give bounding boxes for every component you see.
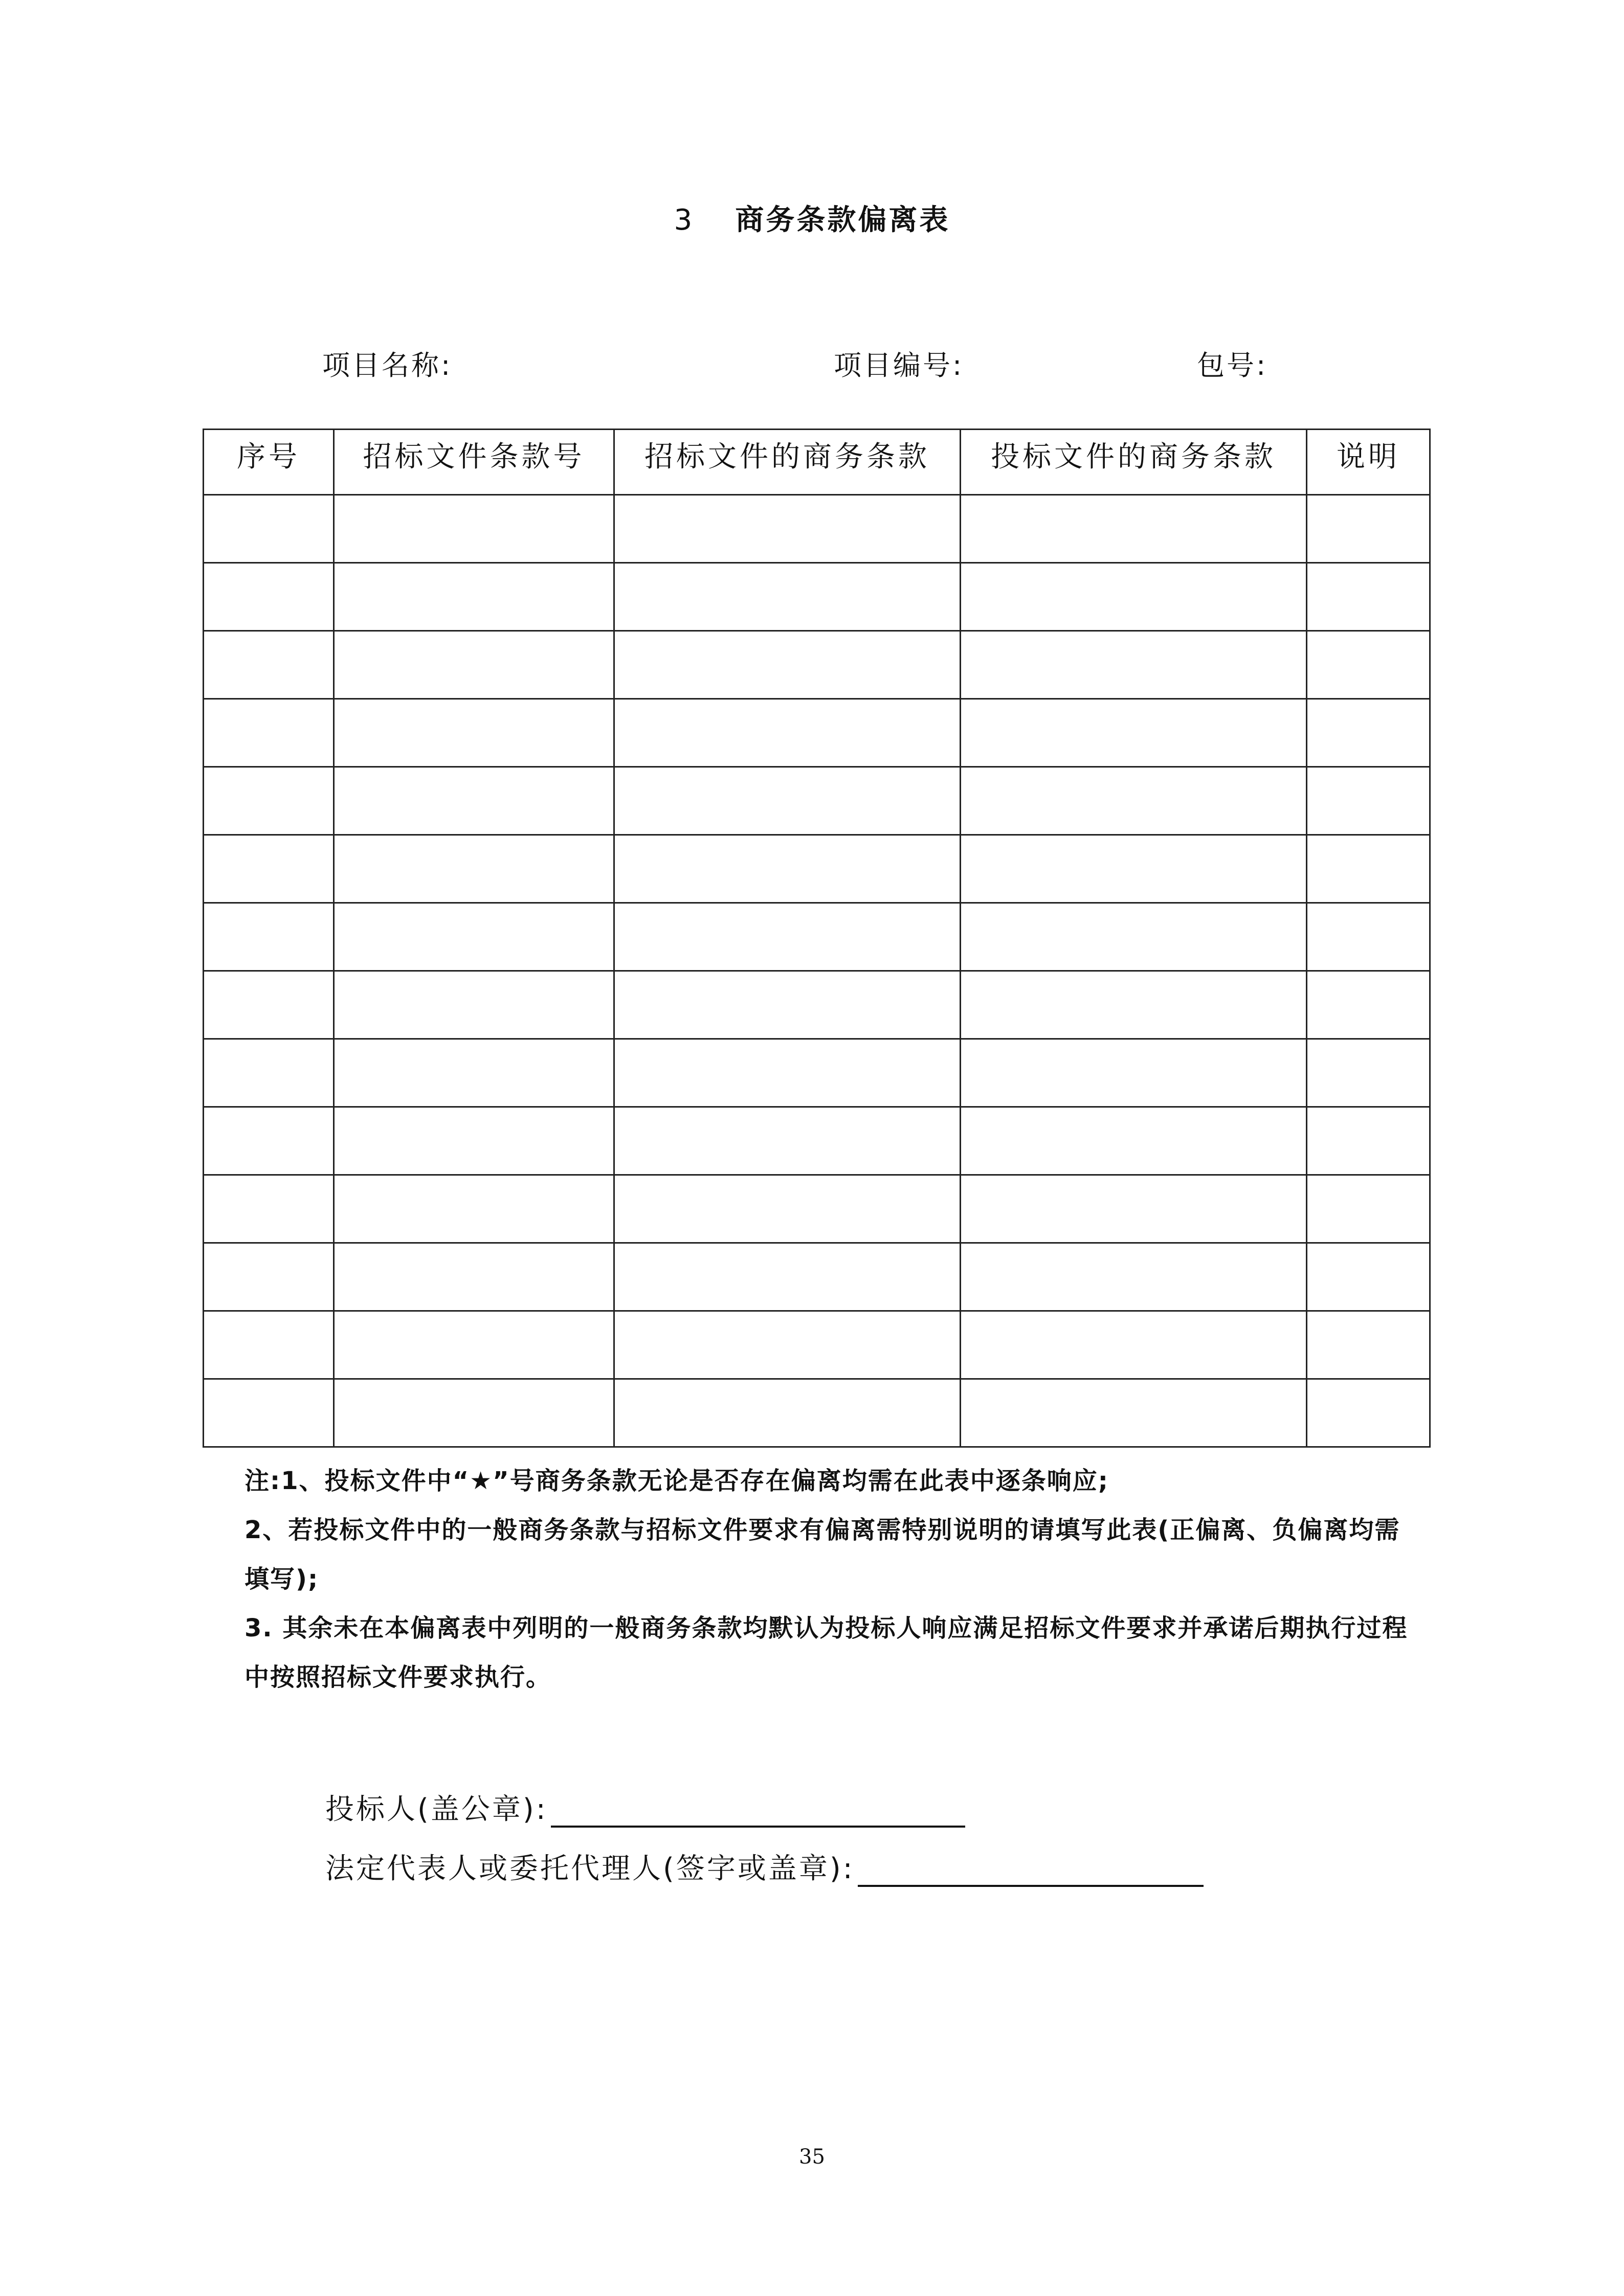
table-cell[interactable] — [204, 495, 334, 563]
table-cell[interactable] — [204, 563, 334, 631]
table-row — [204, 495, 1430, 563]
representative-signature-field[interactable] — [858, 1856, 1204, 1887]
table-body — [204, 495, 1430, 1447]
table-cell[interactable] — [961, 903, 1307, 971]
header-tender-clause-no: 招标文件条款号 — [334, 430, 614, 495]
table-row — [204, 1243, 1430, 1311]
table-cell[interactable] — [204, 903, 334, 971]
table-cell[interactable] — [614, 903, 961, 971]
table-cell[interactable] — [334, 767, 614, 835]
table-cell[interactable] — [204, 767, 334, 835]
table-row — [204, 1175, 1430, 1243]
project-code-label: 项目编号: — [834, 349, 964, 381]
table-row — [204, 631, 1430, 699]
table-row — [204, 971, 1430, 1039]
table-cell[interactable] — [1307, 699, 1430, 767]
table-cell[interactable] — [961, 971, 1307, 1039]
table-cell[interactable] — [204, 1311, 334, 1379]
table-cell[interactable] — [614, 1379, 961, 1447]
table-cell[interactable] — [334, 631, 614, 699]
table-cell[interactable] — [1307, 835, 1430, 903]
table-cell[interactable] — [614, 495, 961, 563]
table-cell[interactable] — [334, 903, 614, 971]
table-cell[interactable] — [1307, 631, 1430, 699]
table-cell[interactable] — [961, 495, 1307, 563]
header-serial: 序号 — [204, 430, 334, 495]
bidder-seal-field[interactable] — [551, 1797, 965, 1828]
table-cell[interactable] — [1307, 903, 1430, 971]
table-cell[interactable] — [614, 835, 961, 903]
table-row — [204, 1311, 1430, 1379]
table-cell[interactable] — [961, 1107, 1307, 1175]
table-cell[interactable] — [614, 1107, 961, 1175]
notes-block — [244, 1456, 1421, 1702]
table-cell[interactable] — [614, 767, 961, 835]
table-cell[interactable] — [1307, 1175, 1430, 1243]
header-tender-business-terms: 招标文件的商务条款 — [614, 430, 961, 495]
table-cell[interactable] — [614, 699, 961, 767]
table-cell[interactable] — [614, 1175, 961, 1243]
table-row — [204, 835, 1430, 903]
table-cell[interactable] — [614, 631, 961, 699]
header-bid-business-terms: 投标文件的商务条款 — [961, 430, 1307, 495]
page-title — [0, 197, 1624, 238]
representative-signature-line — [325, 1846, 1204, 1887]
table-cell[interactable] — [204, 1107, 334, 1175]
table-cell[interactable] — [614, 1243, 961, 1311]
table-cell[interactable] — [961, 563, 1307, 631]
table-cell[interactable] — [961, 1379, 1307, 1447]
table-cell[interactable] — [1307, 1311, 1430, 1379]
table-cell[interactable] — [1307, 1039, 1430, 1107]
table-cell[interactable] — [961, 1039, 1307, 1107]
table-cell[interactable] — [334, 563, 614, 631]
table-cell[interactable] — [961, 1243, 1307, 1311]
table-cell[interactable] — [204, 971, 334, 1039]
project-name-label: 项目名称: — [322, 349, 453, 381]
table-cell[interactable] — [1307, 1107, 1430, 1175]
table-row — [204, 1379, 1430, 1447]
table-cell[interactable] — [334, 1243, 614, 1311]
table-row — [204, 1039, 1430, 1107]
header-remarks: 说明 — [1307, 430, 1430, 495]
table-cell[interactable] — [1307, 1243, 1430, 1311]
table-cell[interactable] — [614, 1311, 961, 1379]
table-cell[interactable] — [1307, 563, 1430, 631]
table-row — [204, 563, 1430, 631]
table-cell[interactable] — [334, 1175, 614, 1243]
table-cell[interactable] — [204, 1243, 334, 1311]
table-cell[interactable] — [961, 631, 1307, 699]
table-cell[interactable] — [334, 699, 614, 767]
table-cell[interactable] — [204, 1175, 334, 1243]
table-cell[interactable] — [961, 699, 1307, 767]
table-cell[interactable] — [961, 1175, 1307, 1243]
table-cell[interactable] — [1307, 767, 1430, 835]
table-cell[interactable] — [1307, 1379, 1430, 1447]
bidder-label: 投标人(盖公章): — [325, 1793, 548, 1826]
table-row — [204, 699, 1430, 767]
page-number: 35 — [799, 2145, 825, 2169]
table-cell[interactable] — [334, 971, 614, 1039]
representative-label: 法定代表人或委托代理人(签字或盖章): — [325, 1852, 855, 1885]
table-cell[interactable] — [614, 563, 961, 631]
note-3: 3. 其余未在本偏离表中列明的一般商务条款均默认为投标人响应满足招标文件要求并承诺后期执行过程中按照招标文件要求执行。 — [244, 1614, 1408, 1692]
table-cell[interactable] — [614, 1039, 961, 1107]
table-cell[interactable] — [334, 1379, 614, 1447]
package-number-label: 包号: — [1197, 349, 1268, 381]
deviation-table — [203, 429, 1431, 1448]
table-header-row — [204, 430, 1430, 495]
table-cell[interactable] — [204, 631, 334, 699]
section-title: 商务条款偏离表 — [735, 204, 950, 237]
table-cell[interactable] — [961, 835, 1307, 903]
table-cell[interactable] — [334, 835, 614, 903]
note-1: 注:1、投标文件中“★”号商务条款无论是否存在偏离均需在此表中逐条响应; — [244, 1467, 1109, 1495]
table-cell[interactable] — [204, 699, 334, 767]
table-cell[interactable] — [334, 1107, 614, 1175]
table-row — [204, 903, 1430, 971]
table-cell[interactable] — [204, 1039, 334, 1107]
table-cell[interactable] — [204, 1379, 334, 1447]
table-cell[interactable] — [1307, 971, 1430, 1039]
table-cell[interactable] — [334, 1039, 614, 1107]
table-row — [204, 1107, 1430, 1175]
note-2: 2、若投标文件中的一般商务条款与招标文件要求有偏离需特别说明的请填写此表(正偏离、负偏离均需填写); — [244, 1516, 1400, 1593]
table-cell[interactable] — [334, 1311, 614, 1379]
bidder-signature-line — [325, 1787, 965, 1828]
table-row — [204, 767, 1430, 835]
table-cell[interactable] — [961, 767, 1307, 835]
table-cell[interactable] — [961, 1311, 1307, 1379]
table-cell[interactable] — [204, 835, 334, 903]
section-number: 3 — [674, 204, 695, 237]
table-cell[interactable] — [334, 495, 614, 563]
table-cell[interactable] — [614, 971, 961, 1039]
table-cell[interactable] — [1307, 495, 1430, 563]
